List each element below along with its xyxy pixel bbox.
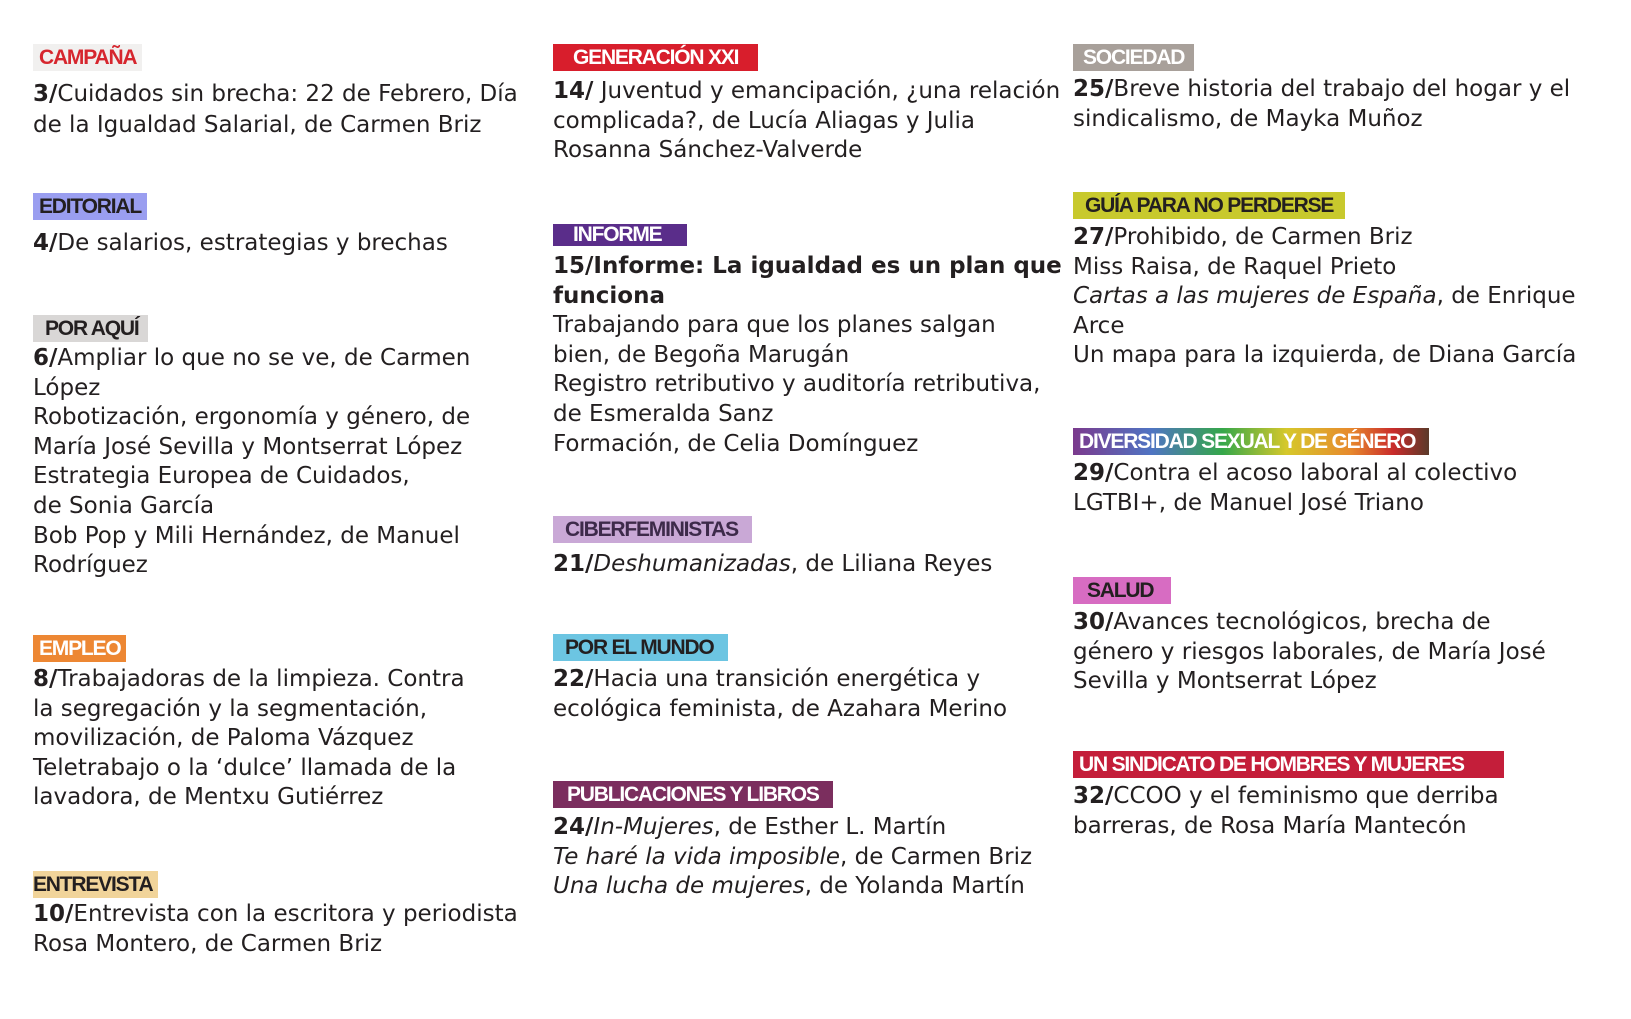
section-empleo (33, 635, 553, 813)
section-poraqui (33, 315, 553, 581)
entry-text: Avances tecnológicos, brecha de (1113, 609, 1491, 635)
entry-text: Hacia una transición energética y (593, 666, 981, 692)
section-por-el-mundo (553, 634, 1073, 724)
section-tag-diversidad: DIVERSIDAD SEXUAL Y DE GÉNERO (1073, 428, 1429, 455)
entry-line: movilización, de Paloma Vázquez (33, 725, 414, 752)
entry-text: Juventud y emancipación, ¿una relación (593, 78, 1061, 104)
section-guia (1073, 192, 1593, 371)
section-sindicato (1073, 751, 1593, 841)
entry-text: Trabajadoras de la limpieza. Contra (57, 666, 465, 692)
section-tag-poraqui: POR AQUÍ (33, 315, 148, 342)
section-entries (553, 252, 1073, 459)
entry-line: ecológica feminista, de Azahara Merino (553, 695, 1008, 722)
section-tag-informe: INFORME (553, 224, 687, 246)
entry-line: Rosa Montero, de Carmen Briz (33, 930, 383, 957)
entry-line[interactable]: Estrategia Europea de Cuidados, (33, 463, 410, 490)
entry-line[interactable]: Trabajando para que los planes salgan (553, 312, 996, 339)
section-entries (553, 813, 1073, 902)
section-tag-publicaciones: PUBLICACIONES Y LIBROS (553, 781, 833, 808)
entry-line: Rosanna Sánchez-Valverde (553, 137, 863, 164)
page-number: 22/ (553, 666, 594, 692)
entry-line: López (33, 374, 101, 401)
section-entries (1073, 75, 1593, 134)
entry-line[interactable] (553, 843, 1073, 873)
entry-line[interactable] (33, 900, 553, 930)
entry-line: Sevilla y Montserrat López (1073, 668, 1377, 695)
entry-title: Deshumanizadas (593, 551, 791, 577)
entry-line: de la Igualdad Salarial, de Carmen Briz (33, 112, 482, 138)
section-tag-sociedad: SOCIEDAD (1073, 44, 1194, 71)
section-entries (553, 665, 1073, 724)
entry-line[interactable] (1073, 608, 1593, 638)
section-entries (33, 79, 553, 141)
page-number: 27/ (1073, 224, 1114, 250)
section-editorial (33, 193, 553, 259)
section-entries (33, 665, 553, 813)
section-tag-campana: CAMPAÑA (33, 44, 142, 71)
entry-text: , de Enrique (1436, 283, 1576, 310)
entry-line: de Sonia García (33, 492, 215, 519)
section-entries (553, 549, 1073, 580)
section-entries (1073, 782, 1593, 841)
section-informe (553, 224, 1073, 459)
section-entries (33, 344, 553, 581)
section-entries (553, 77, 1073, 166)
section-tag-por-el-mundo: POR EL MUNDO (553, 634, 728, 661)
entry-title: Una lucha de mujeres (553, 873, 805, 900)
section-tag-guia: GUÍA PARA NO PERDERSE (1073, 192, 1345, 219)
entry-text: Prohibido, de Carmen Briz (1113, 224, 1413, 250)
entry-line: funciona (553, 282, 665, 309)
entry-line[interactable] (33, 79, 553, 110)
entry-line: María José Sevilla y Montserrat López (33, 433, 463, 460)
entry-line[interactable]: Robotización, ergonomía y género, de (33, 404, 471, 431)
page-number: 32/ (1073, 783, 1114, 809)
entry-line[interactable] (553, 665, 1073, 695)
entry-line[interactable] (1073, 459, 1593, 489)
entry-line[interactable] (1073, 782, 1593, 812)
entry-title: Cartas a las mujeres de España (1073, 283, 1437, 310)
section-sociedad (1073, 44, 1593, 134)
section-tag-entrevista: ENTREVISTA (33, 871, 158, 898)
section-tag-ciberfeministas: CIBERFEMINISTAS (553, 516, 752, 543)
page-number: 14/ (553, 78, 594, 104)
entry-line[interactable] (33, 344, 553, 374)
entry-title: Te haré la vida imposible (553, 843, 841, 870)
entry-text: , de Carmen Briz (840, 843, 1033, 870)
entry-line: sindicalismo, de Mayka Muñoz (1073, 105, 1423, 132)
entry-text: Contra el acoso laboral al colectivo (1113, 460, 1518, 486)
entry-line[interactable]: Teletrabajo o la ‘dulce’ llamada de la (33, 754, 457, 781)
entry-text: Entrevista con la escritora y periodista (73, 901, 518, 927)
entry-line: complicada?, de Lucía Aliagas y Julia (553, 107, 976, 134)
section-salud (1073, 577, 1593, 697)
entry-line: LGTBI+, de Manuel José Triano (1073, 489, 1424, 516)
section-publicaciones (553, 781, 1073, 902)
entry-line[interactable]: Registro retributivo y auditoría retributiva, (553, 371, 1041, 398)
entry-line: de Esmeralda Sanz (553, 400, 774, 427)
entry-text: , de Liliana Reyes (790, 551, 993, 577)
page-number: 6/ (33, 345, 58, 371)
entry-line[interactable] (1073, 75, 1593, 105)
section-tag-salud: SALUD (1073, 577, 1171, 604)
entry-line[interactable]: Formación, de Celia Domínguez (553, 430, 919, 457)
entry-line[interactable] (553, 872, 1073, 902)
page-number: 3/ (33, 81, 58, 107)
entry-line: lavadora, de Mentxu Gutiérrez (33, 784, 384, 811)
page-number: 10/ (33, 901, 74, 927)
entry-text: Ampliar lo que no se ve, de Carmen (57, 345, 471, 371)
page-number: 21/ (553, 551, 594, 577)
section-entries (33, 228, 553, 259)
entry-line[interactable] (33, 665, 553, 695)
page-number: 25/ (1073, 76, 1114, 102)
section-entries (1073, 459, 1593, 518)
section-entries (33, 900, 553, 959)
entry-text: CCOO y el feminismo que derriba (1113, 783, 1499, 809)
entry-line: Rodríguez (33, 552, 148, 579)
entry-line[interactable]: Un mapa para la izquierda, de Diana García (1073, 342, 1577, 369)
entry-text: Breve historia del trabajo del hogar y el (1113, 76, 1571, 102)
section-ciberfeministas (553, 516, 1073, 580)
entry-text: , de Yolanda Martín (804, 873, 1025, 900)
entry-line[interactable] (1073, 223, 1593, 253)
section-tag-empleo: EMPLEO (33, 635, 126, 662)
entry-line[interactable] (1073, 282, 1593, 312)
entry-line[interactable]: 15/Informe: La igualdad es un plan que (553, 253, 1062, 279)
section-tag-sindicato: UN SINDICATO DE HOMBRES Y MUJERES (1073, 751, 1504, 778)
entry-line: la segregación y la segmentación, (33, 695, 428, 722)
section-entrevista (33, 871, 553, 959)
entry-line[interactable]: Miss Raisa, de Raquel Prieto (1073, 253, 1397, 280)
entry-line[interactable] (553, 549, 1073, 580)
section-tag-generacion: GENERACIÓN XXI (553, 44, 758, 71)
section-entries (1073, 608, 1593, 697)
section-tag-editorial: EDITORIAL (33, 193, 147, 220)
entry-text: De salarios, estrategias y brechas (57, 230, 448, 256)
entry-line[interactable] (553, 77, 1073, 107)
entry-line: barreras, de Rosa María Mantecón (1073, 812, 1467, 839)
page-number: 29/ (1073, 460, 1114, 486)
section-entries (1073, 223, 1593, 371)
section-generacion (553, 44, 1073, 166)
entry-text: Cuidados sin brecha: 22 de Febrero, Día (57, 81, 518, 107)
entry-line: Arce (1073, 312, 1125, 339)
entry-line: bien, de Begoña Marugán (553, 341, 850, 368)
entry-title: In-Mujeres (593, 814, 714, 840)
page-number: 24/ (553, 814, 594, 840)
entry-line[interactable] (553, 813, 1073, 843)
entry-text: , de Esther L. Martín (713, 814, 947, 840)
page-number: 4/ (33, 230, 58, 256)
entry-line[interactable] (33, 228, 553, 259)
entry-line: género y riesgos laborales, de María José (1073, 638, 1546, 665)
section-diversidad (1073, 428, 1593, 518)
page-number: 30/ (1073, 609, 1114, 635)
page-number: 8/ (33, 666, 58, 692)
entry-line[interactable]: Bob Pop y Mili Hernández, de Manuel (33, 522, 460, 549)
section-campana (33, 44, 553, 141)
